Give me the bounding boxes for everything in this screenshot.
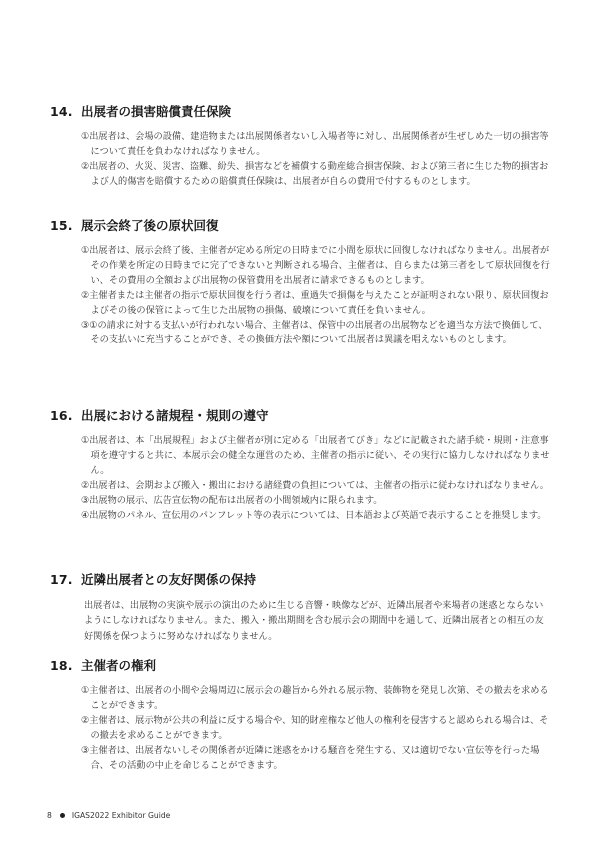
- section-number: 18.: [50, 658, 73, 673]
- section-17: [50, 572, 550, 644]
- page-footer: [47, 811, 170, 820]
- section-heading: [50, 572, 550, 588]
- list-item: ③出展物の展示、広告宣伝物の配布は出展者の小間領域内に限られます。: [81, 494, 383, 506]
- section-title: 出展における諸規程・規則の遵守: [81, 408, 269, 423]
- bullet-dot-icon: [60, 813, 65, 818]
- list-item: ②主催者または主催者の指示で原状回復を行う者は、重過失で損傷を与えたことが証明されない限り、原状回復およびその後の保管によって生じた出展物の損傷、破壊について責任を負いません。: [81, 289, 549, 316]
- section-title: 近隣出展者との友好関係の保持: [81, 572, 257, 587]
- section-title: 主催者の権利: [81, 658, 157, 673]
- section-14: [50, 104, 550, 190]
- section-title: 展示会終了後の原状回復: [81, 218, 219, 233]
- list-item: ②出展者は、会期および搬入・搬出における諸経費の負担については、主催者の指示に従わなければなりません。: [81, 479, 549, 491]
- section-items: [81, 684, 551, 773]
- section-heading: [50, 408, 550, 424]
- section-number: 16.: [50, 408, 73, 423]
- list-item: ③①の請求に対する支払いが行われない場合、主催者は、保管中の出展者の出展物などを適当な方法で換価して、その支払いに充当することができ、その換価方法や額について出展者は異議を唱えないものとします。: [81, 319, 548, 346]
- section-18: [50, 658, 550, 773]
- guide-title: IGAS2022 Exhibitor Guide: [71, 811, 171, 820]
- section-items: [81, 130, 551, 190]
- list-item: ①出展者は、会場の設備、建造物または出展関係者ないし入場者等に対し、出展関係者が生ぜしめた一切の損害等について責任を負わなければなりません。: [81, 131, 549, 157]
- section-16: [50, 408, 550, 523]
- list-item: ②出展者の、火災、災害、盗難、紛失、損害などを補償する動産総合損害保険、および第三者に生じた物的損害および人的傷害を賠償するための賠償責任保険は、出展者が自らの費用で付するものとします。: [81, 160, 549, 187]
- list-item: ③主催者は、出展者ないしその関係者が近隣に迷惑をかける騒音を発生する、又は適切でない宣伝等を行った場合、その活動の中止を命じることができます。: [81, 744, 540, 771]
- section-paragraph: 出展者は、出展物の実演や展示の演出のために生じる音響・映像などが、近隣出展者や来場者の迷惑とならないようにしなければなりません。また、搬入・搬出期間を含む展示会の期間中を通して、近隣出展者との相互の友好関係を保つように努めなければなりません。: [84, 600, 544, 642]
- section-items: [81, 244, 551, 348]
- list-item: ①出展者は、本「出展規程」および主催者が別に定める「出展者てびき」などに記載された諸手続・規則・注意事項を遵守すると共に、本展示会の健全な運営のため、主催者の指示に従い、その実行に協力しなければなりません。: [81, 435, 550, 476]
- section-number: 17.: [50, 572, 73, 587]
- section-15: [50, 218, 550, 348]
- list-item: ①主催者は、出展者の小間や会場周辺に展示会の趣旨から外れる展示物、装飾物を発見し次第、その撤去を求めることができます。: [81, 685, 549, 711]
- page-number: 8: [47, 811, 52, 820]
- section-number: 15.: [50, 218, 73, 233]
- section-items: [81, 434, 551, 523]
- section-heading: [50, 218, 550, 234]
- list-item: ②主催者は、展示物が公共の利益に反する場合や、知的財産権など他人の権利を侵害すると認められる場合は、その撤去を求めることができます。: [81, 714, 549, 741]
- section-heading: [50, 658, 550, 674]
- list-item: ①出展者は、展示会終了後、主催者が定める所定の日時までに小間を原状に回復しなければなりません。出展者がその作業を所定の日時までに完了できないと判断される場合、主催者は、自らまたは第三者をして原状回復を行い、その費用の全額および出展物の保管費用を出展者に請求できるものとします。: [81, 245, 550, 286]
- section-number: 14.: [50, 104, 73, 119]
- section-title: 出展者の損害賠償責任保険: [81, 104, 232, 119]
- section-heading: [50, 104, 550, 120]
- list-item: ④出展物のパネル、宣伝用のパンフレット等の表示については、日本語および英語で表示することを推奨します。: [81, 509, 547, 521]
